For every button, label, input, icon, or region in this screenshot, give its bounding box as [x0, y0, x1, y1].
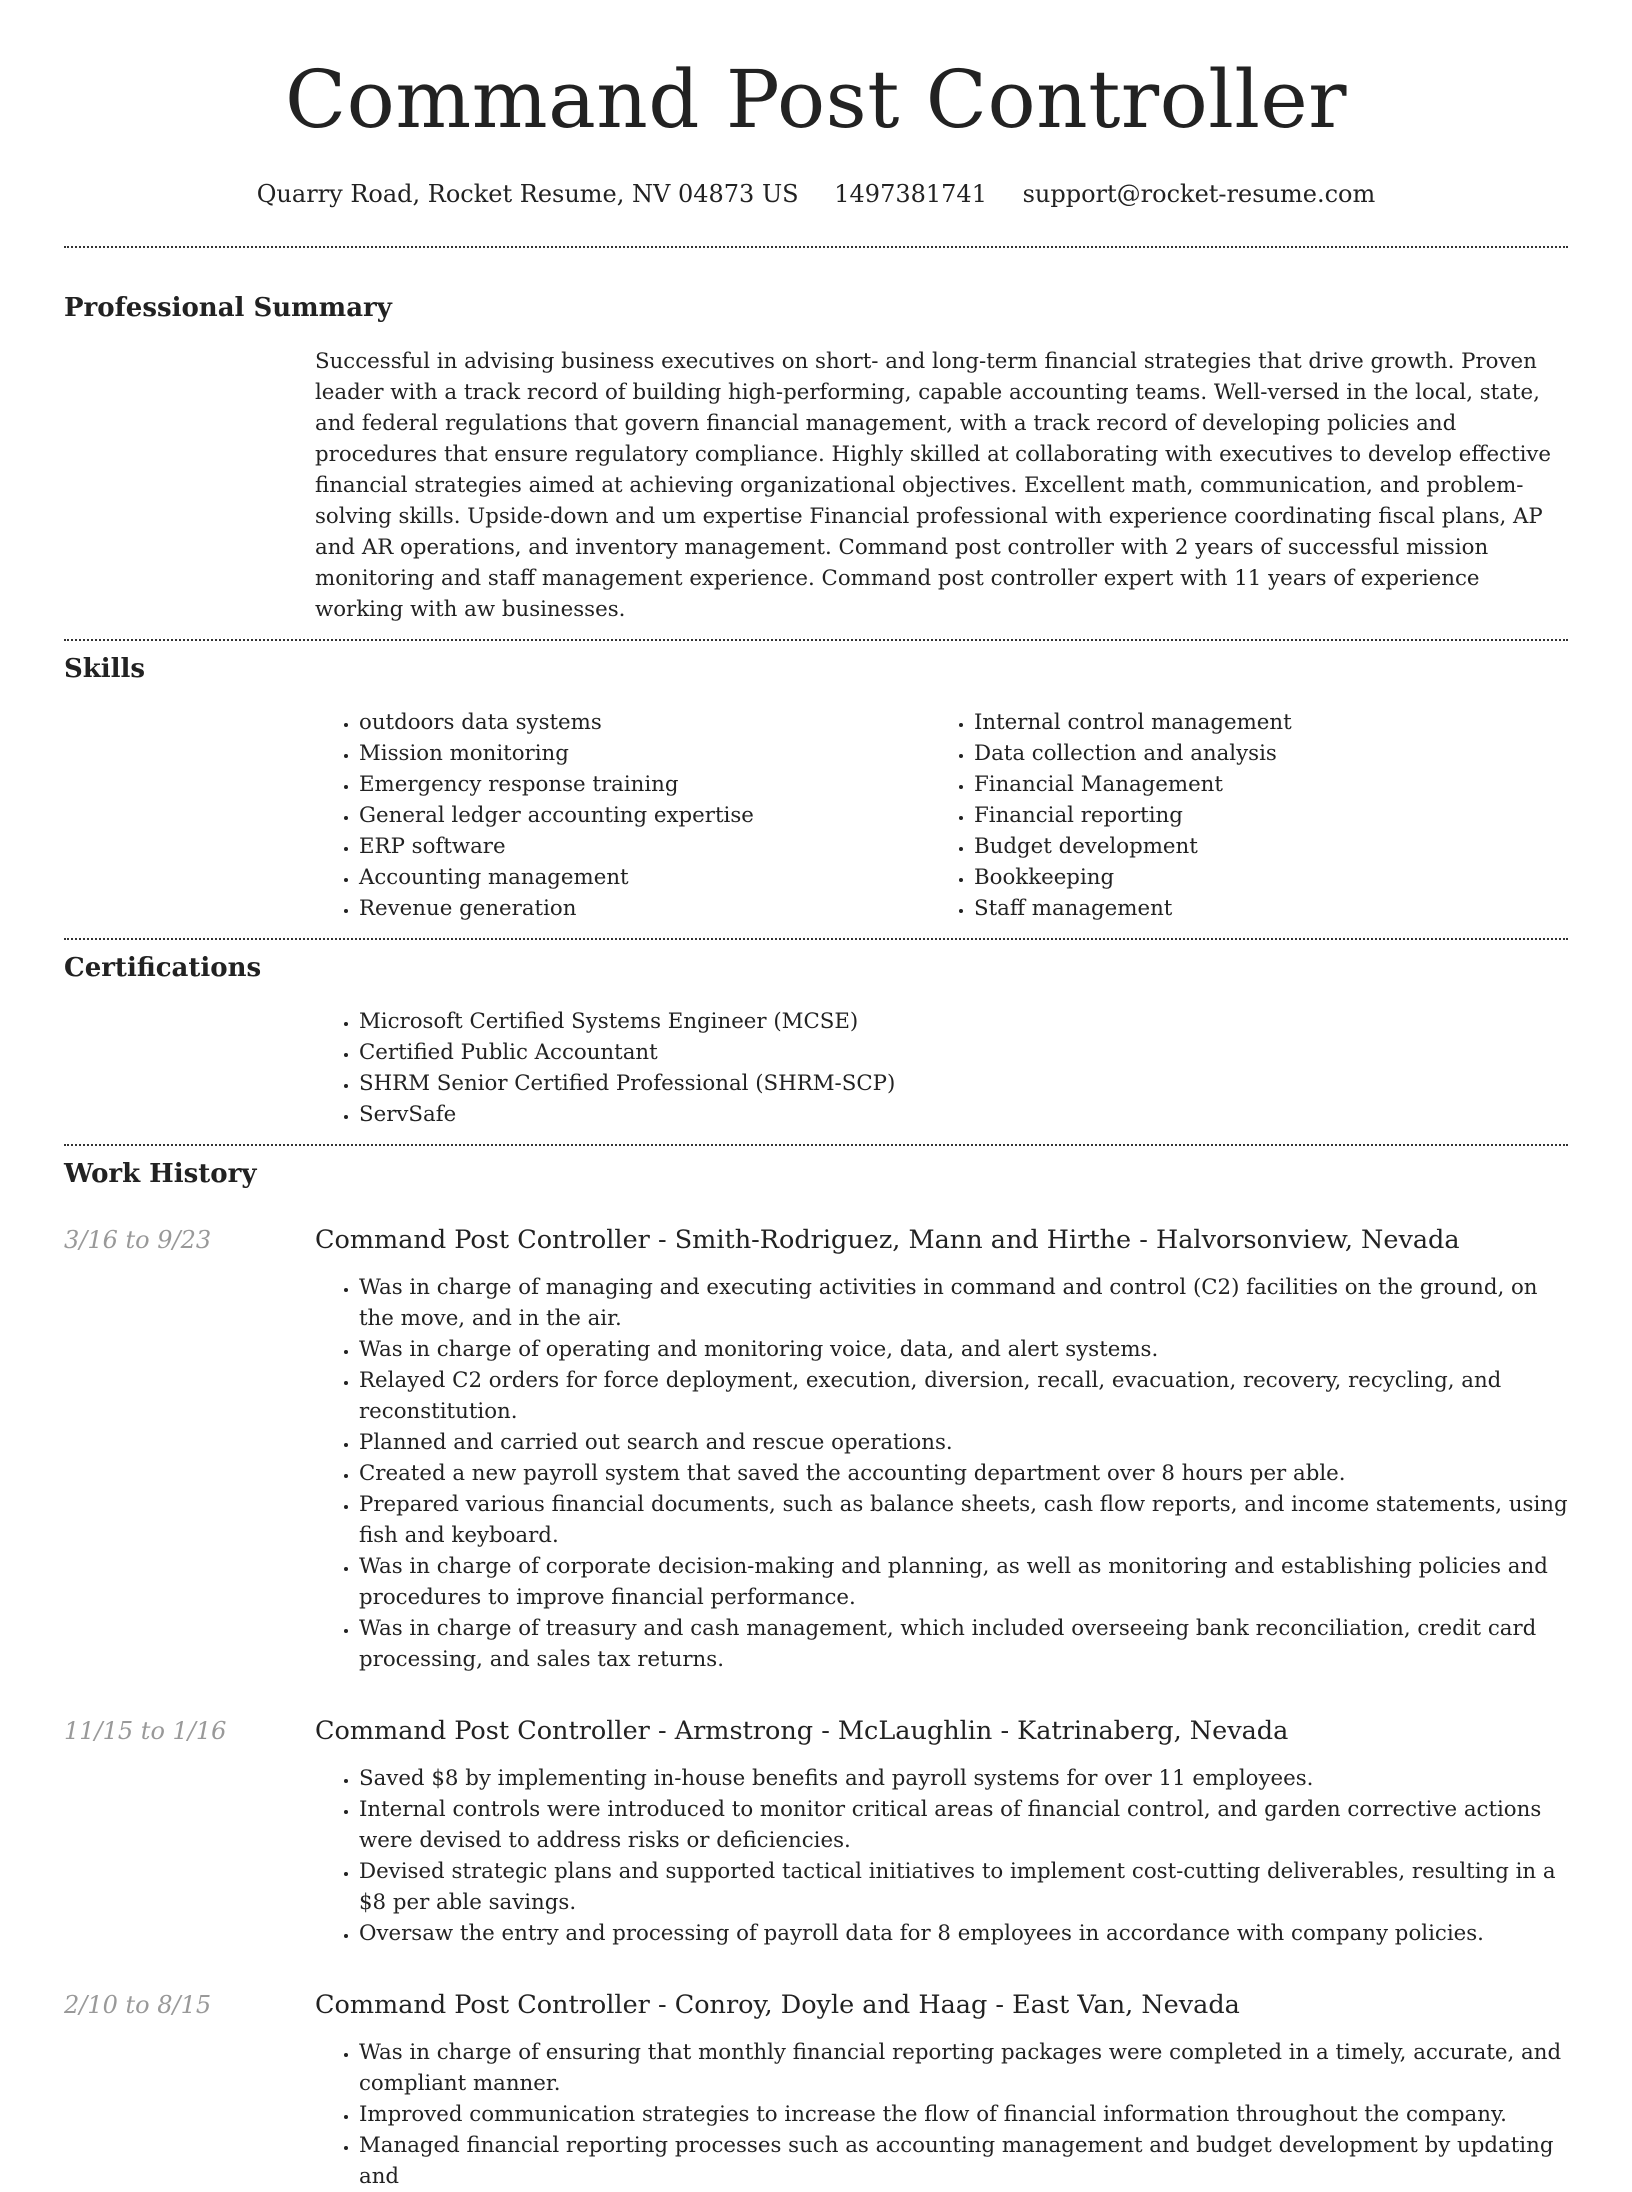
resume-name: Command Post Controller	[284, 53, 1348, 146]
skill-item: • ERP software	[359, 831, 930, 862]
skill-item: • Accounting management	[359, 862, 930, 893]
job-bullet: • Oversaw the entry and processing of payroll data for 8 employees in accordance with company policies.	[359, 1918, 1568, 1949]
job-bullets	[315, 1763, 1568, 1949]
divider	[64, 938, 1568, 940]
skill-item: • Staff management	[974, 893, 1545, 924]
skill-item: • General ledger accounting expertise	[359, 800, 930, 831]
skill-item: • Financial reporting	[974, 800, 1545, 831]
job-bullet: • Saved $8 by implementing in-house benefits and payroll systems for over 11 employees.	[359, 1763, 1568, 1794]
certification-item: • Certified Public Accountant	[359, 1037, 1568, 1068]
job-entry	[64, 1224, 1568, 1675]
job-bullet: • Improved communication strategies to increase the flow of financial information throughout the company.	[359, 2099, 1568, 2130]
contact-phone: 1497381741	[834, 180, 987, 208]
job-bullet: • Planned and carried out search and rescue operations.	[359, 1427, 1568, 1458]
certification-item: • ServSafe	[359, 1099, 1568, 1130]
skills-column-right	[930, 707, 1545, 924]
job-bullet: • Internal controls were introduced to monitor critical areas of financial control, and garden corrective actions were devised to address risks or deficiencies.	[359, 1794, 1568, 1856]
section-title-skills: Skills	[64, 654, 146, 684]
section-title-work-history: Work History	[64, 1159, 257, 1189]
section-title-certifications: Certifications	[64, 953, 262, 983]
job-bullets	[315, 2037, 1568, 2192]
job-bullet: • Was in charge of treasury and cash management, which included overseeing bank reconciliation, credit card processing, and sales tax returns.	[359, 1613, 1568, 1675]
skill-item: • Bookkeeping	[974, 862, 1545, 893]
certification-item: • SHRM Senior Certified Professional (SHRM-SCP)	[359, 1068, 1568, 1099]
skill-item: • outdoors data systems	[359, 707, 930, 738]
skill-item: • Mission monitoring	[359, 738, 930, 769]
job-dates: 2/10 to 8/15	[64, 1991, 212, 2019]
skills-list	[315, 707, 1568, 924]
section-title-summary: Professional Summary	[64, 293, 392, 323]
job-entry	[64, 1989, 1568, 2192]
certification-item: • Microsoft Certified Systems Engineer (MCSE)	[359, 1006, 1568, 1037]
contact-email: support@rocket-resume.com	[1022, 180, 1376, 208]
skill-item: • Revenue generation	[359, 893, 930, 924]
job-bullet: • Managed financial reporting processes such as accounting management and budget development by updating and	[359, 2130, 1568, 2192]
divider	[64, 639, 1568, 641]
job-title: Command Post Controller - Smith-Rodriguez, Mann and Hirthe - Halvorsonview, Nevada	[315, 1225, 1460, 1255]
job-bullet: • Prepared various financial documents, such as balance sheets, cash flow reports, and income statements, using fish and keyboard.	[359, 1489, 1568, 1551]
job-bullet: • Was in charge of ensuring that monthly financial reporting packages were completed in a timely, accurate, and compliant manner.	[359, 2037, 1568, 2099]
skill-item: • Data collection and analysis	[974, 738, 1545, 769]
skill-item: • Financial Management	[974, 769, 1545, 800]
job-title: Command Post Controller - Conroy, Doyle and Haag - East Van, Nevada	[315, 1990, 1240, 2020]
divider	[64, 246, 1568, 248]
certifications-list	[315, 1006, 1568, 1130]
job-dates: 3/16 to 9/23	[64, 1226, 212, 1254]
job-bullets	[315, 1272, 1568, 1675]
work-history-list	[64, 1224, 1568, 2192]
job-dates: 11/15 to 1/16	[64, 1717, 227, 1745]
job-bullet: • Devised strategic plans and supported tactical initiatives to implement cost-cutting deliverables, resulting in a $8 per able savings.	[359, 1856, 1568, 1918]
job-bullet: • Was in charge of corporate decision-making and planning, as well as monitoring and establishing policies and procedures to improve financial performance.	[359, 1551, 1568, 1613]
job-body	[315, 1989, 1568, 2192]
job-bullet: • Was in charge of operating and monitoring voice, data, and alert systems.	[359, 1334, 1568, 1365]
job-entry	[64, 1715, 1568, 1949]
skill-item: • Emergency response training	[359, 769, 930, 800]
job-title: Command Post Controller - Armstrong - McLaughlin - Katrinaberg, Nevada	[315, 1716, 1289, 1746]
skill-item: • Internal control management	[974, 707, 1545, 738]
skill-item: • Budget development	[974, 831, 1545, 862]
contact-address: Quarry Road, Rocket Resume, NV 04873 US	[256, 180, 799, 208]
job-body	[315, 1224, 1568, 1675]
job-bullet: • Was in charge of managing and executing activities in command and control (C2) facilities on the ground, on the move, and in the air.	[359, 1272, 1568, 1334]
summary-text: Successful in advising business executives on short- and long-term financial strategies that drive growth. Proven leader with a track record of building high-performing, capable accounting teams. Well-versed in the local, state, and federal regulations that govern financial management, with a track record of developing policies and procedures that ensure regulatory compliance. Highly skilled at collaborating with executives to develop effective financial strategies aimed at achieving organizational objectives. Excellent math, communication, and problem-solving skills. Upside-down and um expertise Financial professional with experience coordinating fiscal plans, AP and AR operations, and inventory management. Command post controller with 2 years of successful mission monitoring and staff management experience. Command post controller expert with 11 years of experience working with aw businesses.	[315, 349, 1552, 622]
contact-line	[64, 178, 1568, 210]
skills-column-left	[315, 707, 930, 924]
job-bullet: • Relayed C2 orders for force deployment, execution, diversion, recall, evacuation, recovery, recycling, and reconstitution.	[359, 1365, 1568, 1427]
job-body	[315, 1715, 1568, 1949]
divider	[64, 1144, 1568, 1146]
job-bullet: • Created a new payroll system that saved the accounting department over 8 hours per able.	[359, 1458, 1568, 1489]
